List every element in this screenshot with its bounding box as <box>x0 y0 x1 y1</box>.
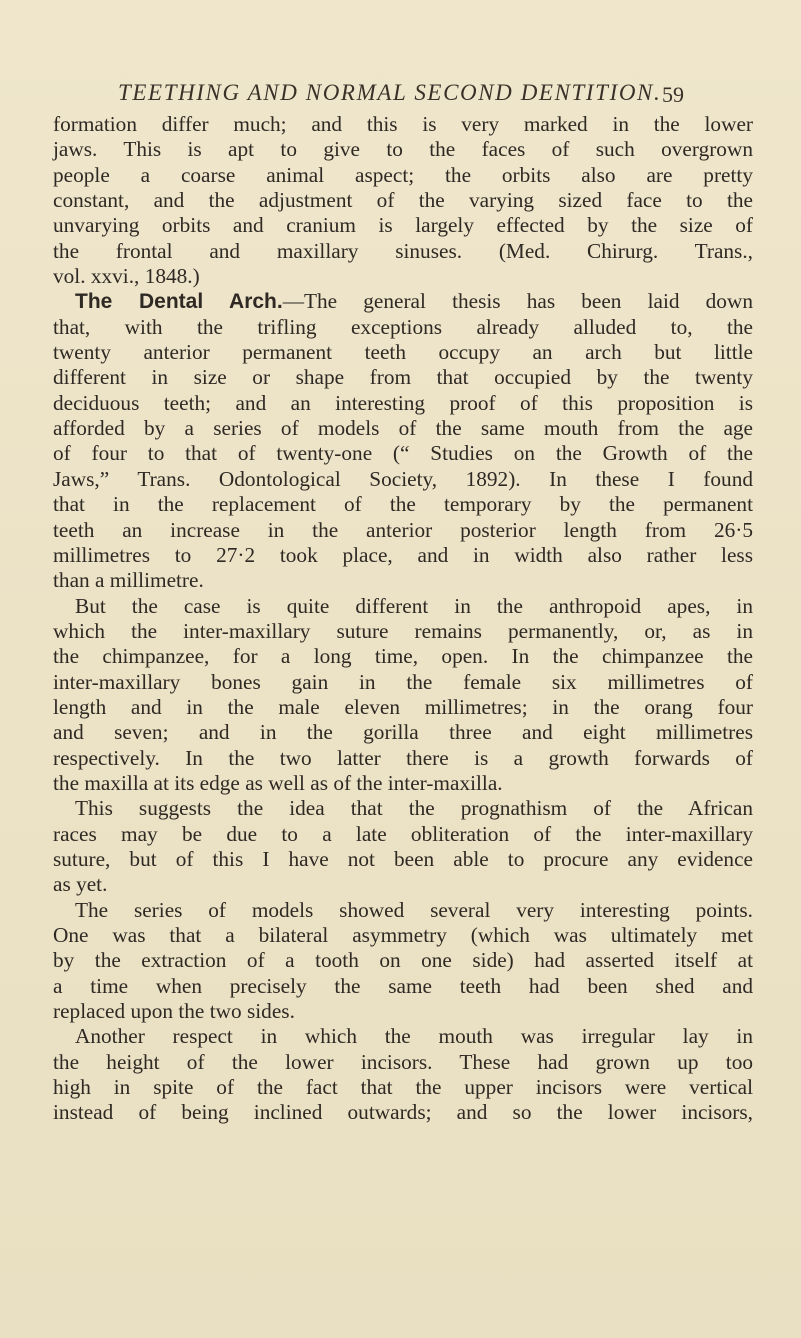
text-line: replaced upon the two sides. <box>53 999 295 1024</box>
text-line: millimetres to 27·2 took place, and in width also rather less <box>53 542 753 567</box>
section-line <box>53 289 753 314</box>
text-line: afforded by a series of models of the same mouth from the age <box>53 416 753 441</box>
text-line: than a millimetre. <box>53 568 204 593</box>
text-line: vol. xxvi., 1848.) <box>53 264 200 289</box>
text-line: instead of being inclined outwards; and so the lower incisors, <box>53 1100 753 1125</box>
text-line: This suggests the idea that the prognathism of the African <box>75 796 753 821</box>
text-line: that, with the trifling exceptions already alluded to, the <box>53 314 753 339</box>
text-line: inter-maxillary bones gain in the female six millimetres of <box>53 669 753 694</box>
text-line: Another respect in which the mouth was irregular lay in <box>75 1024 753 1049</box>
text-line: of four to that of twenty-one (“ Studies on the Growth of the <box>53 441 753 466</box>
text-line: the chimpanzee, for a long time, open. In the chimpanzee the <box>53 644 753 669</box>
text-line: a time when precisely the same teeth had been shed and <box>53 973 753 998</box>
text-line: the maxilla at its edge as well as of the inter-maxilla. <box>53 770 503 795</box>
text-line: races may be due to a late obliteration of the inter-maxillary <box>53 821 753 846</box>
text-line: jaws. This is apt to give to the faces of such overgrown <box>53 137 753 162</box>
text-line: Jaws,” Trans. Odontological Society, 1892). In these I found <box>53 466 753 491</box>
text-line: as yet. <box>53 872 108 897</box>
text-line: But the case is quite different in the anthropoid apes, in <box>75 593 753 618</box>
text-line: by the extraction of a tooth on one side) had asserted itself at <box>53 948 753 973</box>
page-number: 59 <box>662 82 684 107</box>
text-line: and seven; and in the gorilla three and eight millimetres <box>53 720 753 745</box>
text-line: people a coarse animal aspect; the orbits also are pretty <box>53 162 753 187</box>
text-line: the height of the lower incisors. These had grown up too <box>53 1049 753 1074</box>
text-line: The series of models showed several very interesting points. <box>75 897 753 922</box>
text-line: that in the replacement of the temporary by the permanent <box>53 492 753 517</box>
text-line: different in size or shape from that occupied by the twenty <box>53 365 753 390</box>
running-title: TEETHING AND NORMAL SECOND DENTITION. <box>118 80 662 105</box>
text-line: the frontal and maxillary sinuses. (Med. Chirurg. Trans., <box>53 238 753 263</box>
text-line: unvarying orbits and cranium is largely effected by the size of <box>53 213 753 238</box>
text-line: formation differ much; and this is very marked in the lower <box>53 112 753 136</box>
text-line: teeth an increase in the anterior posterior length from 26·5 <box>53 517 753 542</box>
text-line: suture, but of this I have not been able to procure any evidence <box>53 846 753 871</box>
text-line: which the inter-maxillary suture remains permanently, or, as in <box>53 618 753 643</box>
text-line: deciduous teeth; and an interesting proof of this proposition is <box>53 390 753 415</box>
text-line: constant, and the adjustment of the varying sized face to the <box>53 188 753 213</box>
text-line: twenty anterior permanent teeth occupy an arch but little <box>53 340 753 365</box>
section-heading: The Dental Arch. <box>75 290 283 314</box>
text-line: respectively. In the two latter there is a growth forwards of <box>53 745 753 770</box>
text-line: high in spite of the fact that the upper incisors were vertical <box>53 1075 753 1100</box>
running-head <box>0 80 801 110</box>
body-text <box>53 112 753 1126</box>
section-line-rest: —The general thesis has been laid down <box>282 289 753 314</box>
text-line: One was that a bilateral asymmetry (which was ultimately met <box>53 923 753 947</box>
text-line: length and in the male eleven millimetres; in the orang four <box>53 694 753 719</box>
